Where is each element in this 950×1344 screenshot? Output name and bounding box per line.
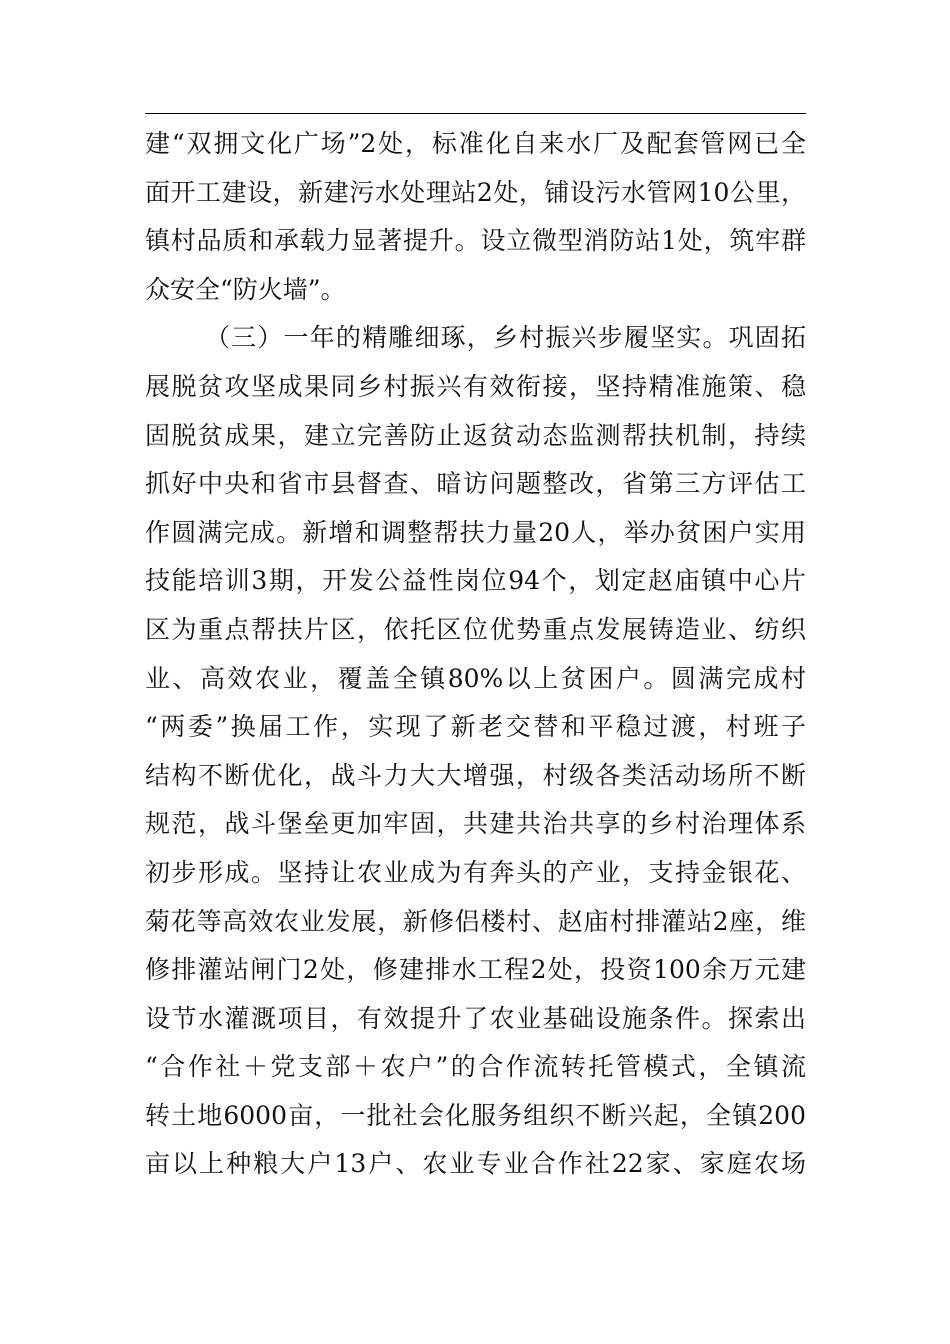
text-line: “两委”换届工作，实现了新老交替和平稳过渡，村班子 (145, 712, 806, 742)
text-line: 作圆满完成。新增和调整帮扶力量20人，举办贫困户实用 (145, 517, 806, 547)
text-line: 固脱贫成果，建立完善防止返贫动态监测帮扶机制，持续 (145, 420, 806, 450)
text-line: 面开工建设，新建污水处理站2处，铺设污水管网10公里， (145, 177, 806, 207)
paragraph (145, 314, 806, 1189)
text-line: 初步形成。坚持让农业成为有奔头的产业，支持金银花、 (145, 857, 806, 887)
text-line: “合作社＋党支部＋农户”的合作流转托管模式，全镇流 (145, 1052, 806, 1082)
text-line: 菊花等高效农业发展，新修侣楼村、赵庙村排灌站2座，维 (145, 906, 806, 936)
paragraph (145, 120, 806, 314)
text-line: 规范，战斗堡垒更加牢固，共建共治共享的乡村治理体系 (145, 809, 806, 839)
text-line: 业、高效农业，覆盖全镇80%以上贫困户。圆满完成村 (145, 663, 806, 693)
header-rule (145, 113, 806, 114)
text-line: 展脱贫攻坚成果同乡村振兴有效衔接，坚持精准施策、稳 (145, 371, 806, 401)
text-line: 抓好中央和省市县督查、暗访问题整改，省第三方评估工 (145, 469, 806, 499)
text-line: 区为重点帮扶片区，依托区位优势重点发展铸造业、纺织 (145, 614, 806, 644)
text-line: 建“双拥文化广场”2处，标准化自来水厂及配套管网已全 (145, 129, 806, 158)
text-line: 设节水灌溉项目，有效提升了农业基础设施条件。探索出 (145, 1003, 806, 1033)
text-line: 亩以上种粮大户13户、农业专业合作社22家、家庭农场 (145, 1149, 806, 1179)
text-line: 修排灌站闸门2处，修建排水工程2处，投资100余万元建 (145, 955, 806, 985)
text-line: 众安全“防火墙”。 (145, 274, 346, 304)
text-line: 转土地6000亩，一批社会化服务组织不断兴起，全镇200 (145, 1100, 806, 1130)
text-line: （三）一年的精雕细琢，乡村振兴步履坚实。巩固拓 (205, 323, 806, 353)
text-line: 结构不断优化，战斗力大大增强，村级各类活动场所不断 (145, 760, 806, 790)
body-text (145, 120, 806, 1189)
text-line: 镇村品质和承载力显著提升。设立微型消防站1处，筑牢群 (145, 226, 806, 256)
text-line: 技能培训3期，开发公益性岗位94个，划定赵庙镇中心片 (145, 566, 806, 596)
